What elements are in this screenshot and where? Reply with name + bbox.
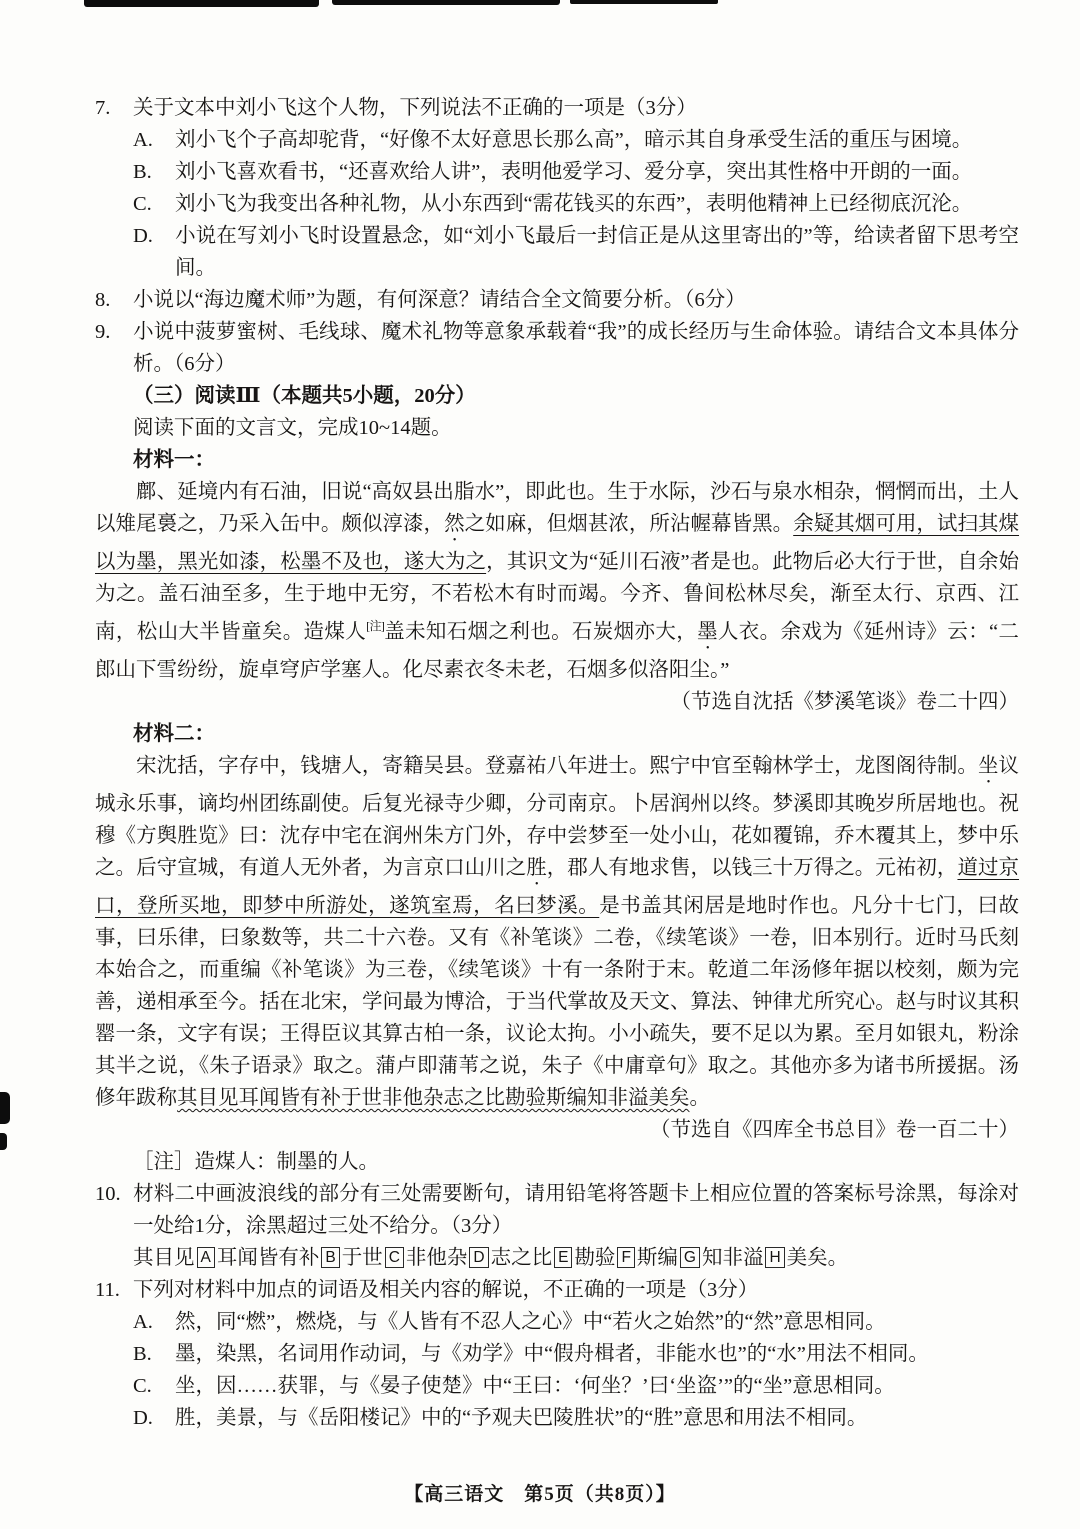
question-8 [95,284,1019,316]
question-7-option-b [133,156,1019,188]
question-7-option-c [133,188,1019,220]
option-d-text: 小说在写刘小飞时设置悬念，如“刘小飞最后一封信正是从这里寄出的”等，给读者留下思考空间。 [175,225,1019,279]
question-7-option-d [133,220,1019,284]
question-11 [95,1274,1019,1306]
scan-artifact-top-3 [570,0,718,4]
option-a-text: 刘小飞个子高却驼背，“好像不太好意思长那么高”，暗示其自身承受生活的重压与困境。 [175,129,973,151]
section-3-instruction: 阅读下面的文言文，完成10~14题。 [133,417,452,439]
option-d-label: D. [133,225,153,247]
question-7-stem: 关于文本中刘小飞这个人物，下列说法不正确的一项是（3分） [133,97,697,119]
question-11-option-d [133,1402,1019,1434]
question-9-number: 9. [95,321,111,343]
question-11-option-b [133,1338,1019,1370]
question-8-number: 8. [95,289,111,311]
option-b-text: 墨，染黑，名词用作动词，与《劝学》中“假舟楫者，非能水也”的“水”用法不相同。 [175,1342,929,1365]
question-7-option-a [133,124,1019,156]
question-9-stem: 小说中菠萝蜜树、毛线球、魔术礼物等意象承载着“我”的成长经历与生命体验。请结合文本具体分析。（6分） [133,321,1019,375]
question-7-number: 7. [95,97,111,119]
material-1-source: （节选自沈括《梦溪笔谈》卷二十四） [670,690,1019,713]
option-c-label: C. [133,193,152,215]
page-footer: 【高三语文 第5页（共8页）】 [404,1484,676,1505]
material-2-source: （节选自《四库全书总目》卷一百二十） [650,1118,1019,1141]
footnote: ［注］造煤人：制墨的人。 [133,1150,379,1173]
question-10-answer-line: 其目见 A 耳闻皆有补 B 于世 C 非他杂 D 志之比 E 勘验 F 斯编 G 知非溢 H 美矣。 [133,1246,849,1269]
material-1-text: 鄜、延境内有石油，旧说“高奴县出脂水”，即此也。生于水际，沙石与泉水相杂，惘惘而出，土人以雉尾裛之，乃采入缶中。颇似淳漆，然之如麻，但烟甚浓，所沾幄幕皆黑。余疑其烟可用，试扫其煤以为墨，黑光如漆，松墨不及也，遂大为之，其识文为“延川石液”者是也。此物后必大行于世，自余始为之。盖石油至多，生于地中无穷，不若松木有时而竭。今齐、鲁间松林尽矣，渐至太行、京西、江南，松山大半皆童矣。造煤人[注]盖未知石烟之利也。石炭烟亦大，墨人衣。余戏为《延州诗》云：“二郎山下雪纷纷，旋卓穹庐学塞人。化尽素衣冬未老，石烟多似洛阳尘。” [95,481,1020,681]
option-c-text: 刘小飞为我变出各种礼物，从小东西到“需花钱买的东西”，表明他精神上已经彻底沉沦。 [175,193,973,215]
question-11-stem: 下列对材料中加点的词语及相关内容的解说，不正确的一项是（3分） [133,1278,759,1301]
question-11-number: 11. [95,1278,120,1301]
scan-artifact-top-2 [332,0,560,5]
question-8-stem: 小说以“海边魔术师”为题，有何深意？请结合全文简要分析。（6分） [133,289,746,311]
option-c-label: C. [133,1374,152,1397]
option-b-label: B. [133,1342,152,1365]
section-3-heading: （三）阅读Ⅲ（本题共5小题，20分） [133,385,476,407]
question-10-number: 10. [95,1182,121,1205]
option-b-label: B. [133,161,152,183]
exam-content [95,92,1019,1434]
option-a-text: 然，同“燃”，燃烧，与《人皆有不忍人之心》中“若火之始然”的“然”意思相同。 [175,1310,886,1333]
option-d-text: 胜，美景，与《岳阳楼记》中的“予观夫巴陵胜状”的“胜”意思和用法不相同。 [175,1406,868,1429]
scan-artifact-top-1 [84,0,319,7]
question-11-option-a [133,1306,1019,1338]
material-1-label: 材料一： [133,449,215,471]
option-a-label: A. [133,129,153,151]
scan-artifact-left-1 [0,1092,10,1124]
material-2-label: 材料二： [133,722,215,745]
option-a-label: A. [133,1310,153,1333]
question-10 [95,1178,1019,1242]
material-2-text: 宋沈括，字存中，钱塘人，寄籍吴县。登嘉祐八年进士。熙宁中官至翰林学士，龙图阁待制。坐议城永乐事，谪均州团练副使。后复光禄寺少卿，分司南京。卜居润州以终。梦溪即其晚岁所居地也。祝穆《方舆胜览》曰：沈存中宅在润州朱方门外，存中尝梦至一处小山，花如覆锦，乔木覆其上，梦中乐之。后守宣城，有道人无外者，为言京口山川之胜，郡人有地求售，以钱三十万得之。元祐初，道过京口，登所买地，即梦中所游处，遂筑室焉，名曰梦溪。是书盖其闲居是地时作也。凡分十七门，曰故事，曰乐律，曰象数等，共二十六卷。又有《补笔谈》二卷，《续笔谈》一卷，旧本别行。近时马氏刻本始合之，而重编《补笔谈》为三卷，《续笔谈》十有一条附于末。乾道二年汤修年据以校刻，颇为完善，递相承至今。括在北宋，学问最为博洽，于当代掌故及天文、算法、钟律尤所究心。赵与时议其积罂一条，文字有误；王得臣议其算古柏一条，议论太拘。小小疏失，要不足以为累。至月如银丸，粉涂其半之说，《朱子语录》取之。蒲卢即蒲苇之说，朱子《中庸章句》取之。其他亦多为诸书所援据。汤修年跋称其目见耳闻皆有补于世非他杂志之比勘验斯编知非溢美矣。 [95,754,1020,1109]
scan-artifact-left-2 [0,1133,7,1150]
option-c-text: 坐，因……获罪，与《晏子使楚》中“王曰：‘何坐？’曰‘坐盗’”的“坐”意思相同。 [175,1374,895,1397]
question-10-stem: 材料二中画波浪线的部分有三处需要断句，请用铅笔将答题卡上相应位置的答案标号涂黑，每涂对一处给1分，涂黑超过三处不给分。（3分） [133,1182,1019,1237]
question-11-option-c [133,1370,1019,1402]
option-b-text: 刘小飞喜欢看书，“还喜欢给人讲”，表明他爱学习、爱分享，突出其性格中开朗的一面。 [175,161,973,183]
question-7 [95,92,1019,124]
option-d-label: D. [133,1406,153,1429]
question-9 [95,316,1019,380]
